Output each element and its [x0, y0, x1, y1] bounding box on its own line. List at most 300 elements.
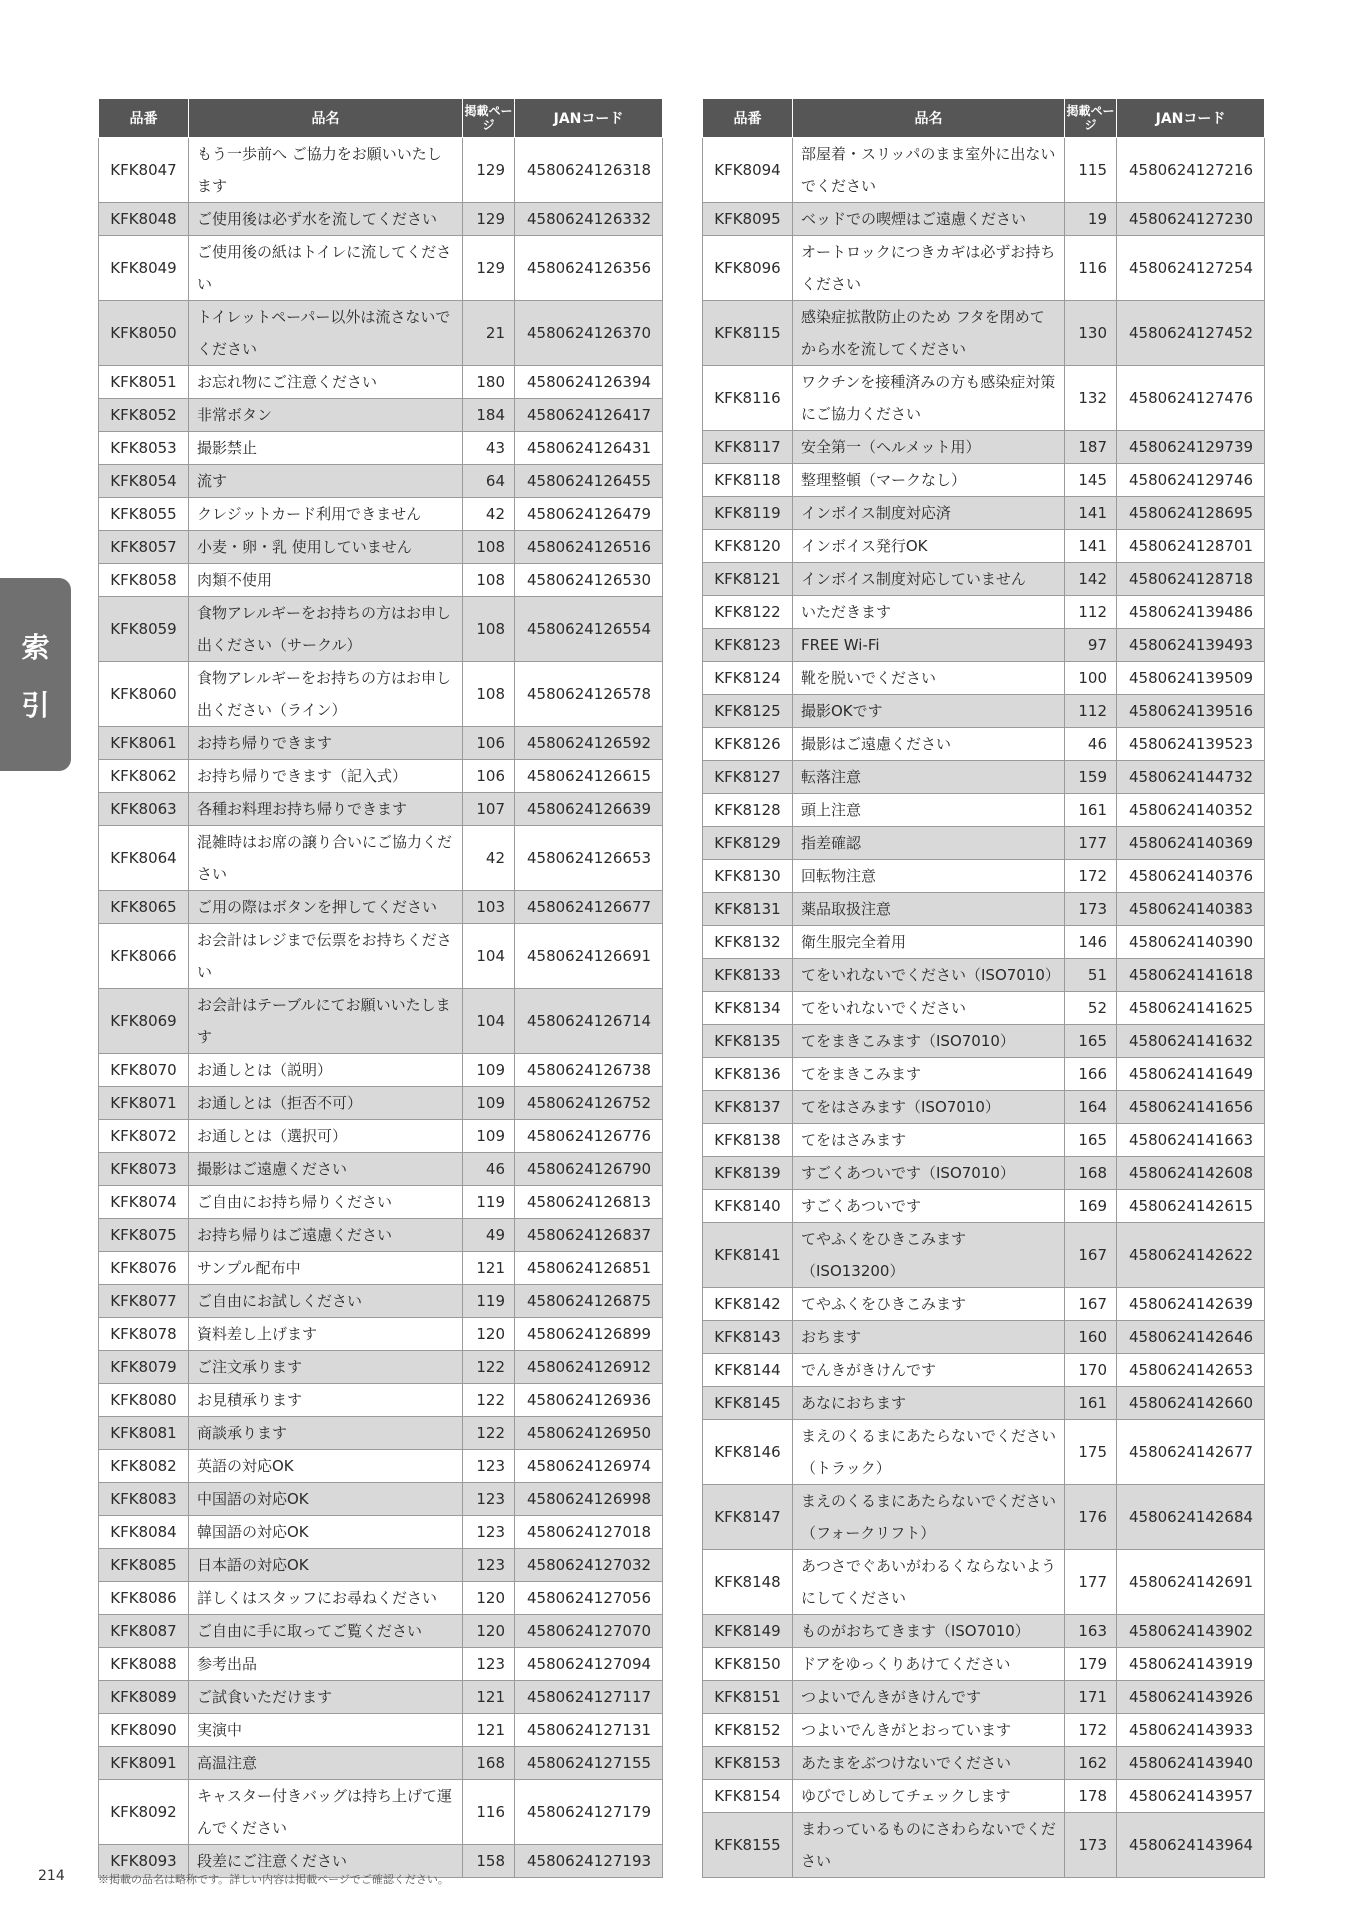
product-name-cell: お見積承ります [189, 1384, 463, 1417]
jan-code-cell: 4580624139523 [1117, 728, 1265, 761]
page-number-cell: 161 [1065, 1387, 1117, 1420]
product-code-cell: KFK8091 [99, 1747, 189, 1780]
product-name-cell: 実演中 [189, 1714, 463, 1747]
product-code-cell: KFK8090 [99, 1714, 189, 1747]
table-row [99, 1219, 663, 1252]
table-row [703, 761, 1265, 794]
table-row [99, 236, 663, 301]
page-number-cell: 145 [1065, 464, 1117, 497]
product-name-cell: サンプル配布中 [189, 1252, 463, 1285]
page-number-cell: 21 [463, 301, 515, 366]
page-number-cell: 97 [1065, 629, 1117, 662]
product-code-cell: KFK8125 [703, 695, 793, 728]
jan-code-cell: 4580624141625 [1117, 992, 1265, 1025]
jan-code-cell: 4580624126738 [515, 1054, 663, 1087]
jan-code-cell: 4580624126837 [515, 1219, 663, 1252]
jan-code-cell: 4580624139493 [1117, 629, 1265, 662]
page-number-cell: 168 [463, 1747, 515, 1780]
page-number-cell: 165 [1065, 1124, 1117, 1157]
page-number: 214 [38, 1868, 65, 1884]
jan-code-cell: 4580624142615 [1117, 1190, 1265, 1223]
product-code-cell: KFK8152 [703, 1714, 793, 1747]
page-number-cell: 142 [1065, 563, 1117, 596]
product-code-cell: KFK8086 [99, 1582, 189, 1615]
page-number-cell: 146 [1065, 926, 1117, 959]
product-code-cell: KFK8088 [99, 1648, 189, 1681]
product-name-cell: オートロックにつきカギは必ずお持ちください [793, 236, 1065, 301]
table-row [99, 1780, 663, 1845]
page-number-cell: 129 [463, 203, 515, 236]
table-row [99, 924, 663, 989]
product-name-cell: 食物アレルギーをお持ちの方はお申し出ください（サークル） [189, 597, 463, 662]
table-row [703, 1288, 1265, 1321]
table-row [99, 1153, 663, 1186]
jan-code-cell: 4580624126356 [515, 236, 663, 301]
product-name-cell: インボイス発行OK [793, 530, 1065, 563]
product-name-cell: てをはさみます（ISO7010） [793, 1091, 1065, 1124]
jan-code-cell: 4580624128718 [1117, 563, 1265, 596]
page-number-cell: 123 [463, 1450, 515, 1483]
table-row [703, 431, 1265, 464]
product-code-cell: KFK8124 [703, 662, 793, 695]
table-row [703, 1648, 1265, 1681]
jan-code-cell: 4580624127179 [515, 1780, 663, 1845]
product-code-cell: KFK8145 [703, 1387, 793, 1420]
page-number-cell: 123 [463, 1516, 515, 1549]
product-code-cell: KFK8087 [99, 1615, 189, 1648]
table-row [99, 1087, 663, 1120]
jan-code-cell: 4580624127216 [1117, 138, 1265, 203]
product-code-cell: KFK8070 [99, 1054, 189, 1087]
header-jan: JANコード [515, 99, 663, 138]
page-number-cell: 120 [463, 1318, 515, 1351]
table-row [703, 366, 1265, 431]
product-code-cell: KFK8095 [703, 203, 793, 236]
page-number-cell: 163 [1065, 1615, 1117, 1648]
jan-code-cell: 4580624126714 [515, 989, 663, 1054]
page-number-cell: 120 [463, 1582, 515, 1615]
jan-code-cell: 4580624127032 [515, 1549, 663, 1582]
jan-code-cell: 4580624126851 [515, 1252, 663, 1285]
jan-code-cell: 4580624127230 [1117, 203, 1265, 236]
page-number-cell: 170 [1065, 1354, 1117, 1387]
jan-code-cell: 4580624139486 [1117, 596, 1265, 629]
product-code-cell: KFK8131 [703, 893, 793, 926]
product-name-cell: トイレットペーパー以外は流さないでください [189, 301, 463, 366]
table-row [703, 629, 1265, 662]
table-row [703, 1157, 1265, 1190]
header-name: 品名 [189, 99, 463, 138]
product-code-cell: KFK8122 [703, 596, 793, 629]
table-row [703, 1615, 1265, 1648]
page-number-cell: 132 [1065, 366, 1117, 431]
product-code-cell: KFK8148 [703, 1550, 793, 1615]
page-number-cell: 172 [1065, 1714, 1117, 1747]
jan-code-cell: 4580624126516 [515, 531, 663, 564]
table-row [99, 1252, 663, 1285]
product-code-cell: KFK8076 [99, 1252, 189, 1285]
page-number-cell: 49 [463, 1219, 515, 1252]
product-name-cell: 撮影はご遠慮ください [793, 728, 1065, 761]
product-name-cell: 頭上注意 [793, 794, 1065, 827]
product-code-cell: KFK8143 [703, 1321, 793, 1354]
product-code-cell: KFK8049 [99, 236, 189, 301]
jan-code-cell: 4580624142677 [1117, 1420, 1265, 1485]
jan-code-cell: 4580624142639 [1117, 1288, 1265, 1321]
product-name-cell: 靴を脱いでください [793, 662, 1065, 695]
page-number-cell: 115 [1065, 138, 1117, 203]
product-index-table-left [98, 98, 663, 1878]
product-code-cell: KFK8115 [703, 301, 793, 366]
page-number-cell: 109 [463, 1087, 515, 1120]
jan-code-cell: 4580624126394 [515, 366, 663, 399]
product-code-cell: KFK8047 [99, 138, 189, 203]
product-code-cell: KFK8059 [99, 597, 189, 662]
table-row [99, 1318, 663, 1351]
jan-code-cell: 4580624139509 [1117, 662, 1265, 695]
product-code-cell: KFK8155 [703, 1813, 793, 1878]
page-number-cell: 129 [463, 138, 515, 203]
product-name-cell: 流す [189, 465, 463, 498]
page-number-cell: 172 [1065, 860, 1117, 893]
table-row [703, 794, 1265, 827]
product-index-table-right [702, 98, 1265, 1878]
product-code-cell: KFK8120 [703, 530, 793, 563]
table-row [703, 1714, 1265, 1747]
jan-code-cell: 4580624126813 [515, 1186, 663, 1219]
product-name-cell: 混雑時はお席の譲り合いにご協力ください [189, 826, 463, 891]
product-code-cell: KFK8123 [703, 629, 793, 662]
page-number-cell: 129 [463, 236, 515, 301]
jan-code-cell: 4580624126875 [515, 1285, 663, 1318]
page-number-cell: 187 [1065, 431, 1117, 464]
jan-code-cell: 4580624141632 [1117, 1025, 1265, 1058]
page-number-cell: 123 [463, 1549, 515, 1582]
product-code-cell: KFK8130 [703, 860, 793, 893]
product-code-cell: KFK8073 [99, 1153, 189, 1186]
product-name-cell: あつさでぐあいがわるくならないようにしてください [793, 1550, 1065, 1615]
page-number-cell: 116 [1065, 236, 1117, 301]
jan-code-cell: 4580624129746 [1117, 464, 1265, 497]
product-code-cell: KFK8149 [703, 1615, 793, 1648]
product-name-cell: お通しとは（選択可） [189, 1120, 463, 1153]
product-code-cell: KFK8084 [99, 1516, 189, 1549]
product-name-cell: てやふくをひきこみます [793, 1288, 1065, 1321]
table-row [703, 236, 1265, 301]
product-code-cell: KFK8080 [99, 1384, 189, 1417]
page-number-cell: 169 [1065, 1190, 1117, 1223]
product-code-cell: KFK8147 [703, 1485, 793, 1550]
page-number-cell: 122 [463, 1351, 515, 1384]
page-number-cell: 121 [463, 1714, 515, 1747]
product-code-cell: KFK8081 [99, 1417, 189, 1450]
jan-code-cell: 4580624126974 [515, 1450, 663, 1483]
product-name-cell: お通しとは（説明） [189, 1054, 463, 1087]
product-code-cell: KFK8117 [703, 431, 793, 464]
page-number-cell: 179 [1065, 1648, 1117, 1681]
product-code-cell: KFK8071 [99, 1087, 189, 1120]
jan-code-cell: 4580624142608 [1117, 1157, 1265, 1190]
table-row [99, 1615, 663, 1648]
product-name-cell: 撮影OKです [793, 695, 1065, 728]
table-row [99, 793, 663, 826]
table-row [703, 203, 1265, 236]
table-row [99, 1648, 663, 1681]
page-number-cell: 112 [1065, 695, 1117, 728]
jan-code-cell: 4580624144732 [1117, 761, 1265, 794]
table-row [99, 1351, 663, 1384]
page-number-cell: 106 [463, 760, 515, 793]
page-number-cell: 104 [463, 924, 515, 989]
page-number-cell: 173 [1065, 893, 1117, 926]
product-code-cell: KFK8055 [99, 498, 189, 531]
product-name-cell: キャスター付きバッグは持ち上げて運んでください [189, 1780, 463, 1845]
jan-code-cell: 4580624142691 [1117, 1550, 1265, 1615]
product-code-cell: KFK8096 [703, 236, 793, 301]
table-row [703, 827, 1265, 860]
table-row [99, 1483, 663, 1516]
table-row [99, 1582, 663, 1615]
product-code-cell: KFK8150 [703, 1648, 793, 1681]
product-code-cell: KFK8053 [99, 432, 189, 465]
jan-code-cell: 4580624126455 [515, 465, 663, 498]
table-row [703, 1025, 1265, 1058]
index-side-tab [0, 578, 71, 771]
product-name-cell: 英語の対応OK [189, 1450, 463, 1483]
table-row [703, 1420, 1265, 1485]
table-row [99, 989, 663, 1054]
table-row [99, 301, 663, 366]
page-number-cell: 109 [463, 1120, 515, 1153]
page-number-cell: 121 [463, 1252, 515, 1285]
product-code-cell: KFK8116 [703, 366, 793, 431]
table-row [99, 1450, 663, 1483]
page-number-cell: 104 [463, 989, 515, 1054]
table-row [703, 926, 1265, 959]
product-name-cell: 各種お料理お持ち帰りできます [189, 793, 463, 826]
page-number-cell: 130 [1065, 301, 1117, 366]
page-number-cell: 46 [463, 1153, 515, 1186]
table-row [703, 1387, 1265, 1420]
page-number-cell: 51 [1065, 959, 1117, 992]
jan-code-cell: 4580624126998 [515, 1483, 663, 1516]
index-tab-char-2: 引 [21, 688, 50, 722]
page-number-cell: 108 [463, 531, 515, 564]
product-name-cell: いただきます [793, 596, 1065, 629]
product-code-cell: KFK8141 [703, 1223, 793, 1288]
page-number-cell: 167 [1065, 1288, 1117, 1321]
table-row [703, 959, 1265, 992]
page-number-cell: 164 [1065, 1091, 1117, 1124]
product-name-cell: ものがおちてきます（ISO7010） [793, 1615, 1065, 1648]
product-code-cell: KFK8134 [703, 992, 793, 1025]
product-name-cell: 段差にご注意ください [189, 1845, 463, 1878]
table-header-row [703, 99, 1265, 138]
page-number-cell: 167 [1065, 1223, 1117, 1288]
index-tab-char-1: 索 [21, 630, 50, 664]
jan-code-cell: 4580624140376 [1117, 860, 1265, 893]
jan-code-cell: 4580624126936 [515, 1384, 663, 1417]
product-name-cell: まわっているものにさわらないでください [793, 1813, 1065, 1878]
product-name-cell: クレジットカード利用できません [189, 498, 463, 531]
product-name-cell: FREE Wi-Fi [793, 629, 1065, 662]
page-number-cell: 109 [463, 1054, 515, 1087]
product-name-cell: 撮影禁止 [189, 432, 463, 465]
page-number-cell: 52 [1065, 992, 1117, 1025]
jan-code-cell: 4580624140390 [1117, 926, 1265, 959]
jan-code-cell: 4580624127155 [515, 1747, 663, 1780]
page-number-cell: 46 [1065, 728, 1117, 761]
product-code-cell: KFK8136 [703, 1058, 793, 1091]
product-name-cell: 小麦・卵・乳 使用していません [189, 531, 463, 564]
product-code-cell: KFK8144 [703, 1354, 793, 1387]
product-name-cell: てをまきこみます（ISO7010） [793, 1025, 1065, 1058]
jan-code-cell: 4580624139516 [1117, 695, 1265, 728]
jan-code-cell: 4580624127094 [515, 1648, 663, 1681]
jan-code-cell: 4580624143957 [1117, 1780, 1265, 1813]
product-code-cell: KFK8072 [99, 1120, 189, 1153]
product-name-cell: おちます [793, 1321, 1065, 1354]
jan-code-cell: 4580624141663 [1117, 1124, 1265, 1157]
product-name-cell: 薬品取扱注意 [793, 893, 1065, 926]
table-row [703, 1321, 1265, 1354]
product-code-cell: KFK8074 [99, 1186, 189, 1219]
product-code-cell: KFK8078 [99, 1318, 189, 1351]
table-row [703, 1354, 1265, 1387]
table-row [99, 564, 663, 597]
table-row [99, 1120, 663, 1153]
product-code-cell: KFK8129 [703, 827, 793, 860]
jan-code-cell: 4580624141618 [1117, 959, 1265, 992]
page-number-cell: 42 [463, 826, 515, 891]
product-code-cell: KFK8051 [99, 366, 189, 399]
product-name-cell: ご試食いただけます [189, 1681, 463, 1714]
jan-code-cell: 4580624129739 [1117, 431, 1265, 464]
product-name-cell: てをいれないでください [793, 992, 1065, 1025]
table-row [99, 1186, 663, 1219]
product-code-cell: KFK8058 [99, 564, 189, 597]
product-name-cell: 転落注意 [793, 761, 1065, 794]
table-row [99, 662, 663, 727]
table-row [99, 138, 663, 203]
table-row [99, 465, 663, 498]
page-number-cell: 123 [463, 1483, 515, 1516]
product-name-cell: 部屋着・スリッパのまま室外に出ないでください [793, 138, 1065, 203]
product-code-cell: KFK8060 [99, 662, 189, 727]
product-name-cell: インボイス制度対応していません [793, 563, 1065, 596]
product-name-cell: ベッドでの喫煙はご遠慮ください [793, 203, 1065, 236]
product-name-cell: すごくあついです [793, 1190, 1065, 1223]
jan-code-cell: 4580624143919 [1117, 1648, 1265, 1681]
table-row [99, 1417, 663, 1450]
jan-code-cell: 4580624141656 [1117, 1091, 1265, 1124]
page-number-cell: 123 [463, 1648, 515, 1681]
product-code-cell: KFK8083 [99, 1483, 189, 1516]
product-name-cell: 中国語の対応OK [189, 1483, 463, 1516]
product-name-cell: お忘れ物にご注意ください [189, 366, 463, 399]
table-row [703, 464, 1265, 497]
product-name-cell: あたまをぶつけないでください [793, 1747, 1065, 1780]
page-number-cell: 141 [1065, 530, 1117, 563]
product-name-cell: お会計はテーブルにてお願いいたします [189, 989, 463, 1054]
header-code: 品番 [99, 99, 189, 138]
table-row [703, 1223, 1265, 1288]
jan-code-cell: 4580624126370 [515, 301, 663, 366]
jan-code-cell: 4580624143964 [1117, 1813, 1265, 1878]
jan-code-cell: 4580624126639 [515, 793, 663, 826]
product-name-cell: お通しとは（拒否不可） [189, 1087, 463, 1120]
jan-code-cell: 4580624127056 [515, 1582, 663, 1615]
page-number-cell: 120 [463, 1615, 515, 1648]
jan-code-cell: 4580624142646 [1117, 1321, 1265, 1354]
jan-code-cell: 4580624141649 [1117, 1058, 1265, 1091]
product-name-cell: ご使用後の紙はトイレに流してください [189, 236, 463, 301]
product-name-cell: 高温注意 [189, 1747, 463, 1780]
page-number-cell: 176 [1065, 1485, 1117, 1550]
page-number-cell: 108 [463, 662, 515, 727]
header-name: 品名 [793, 99, 1065, 138]
product-code-cell: KFK8118 [703, 464, 793, 497]
page-number-cell: 106 [463, 727, 515, 760]
table-row [99, 1516, 663, 1549]
product-name-cell: 資料差し上げます [189, 1318, 463, 1351]
product-name-cell: ご用の際はボタンを押してください [189, 891, 463, 924]
product-code-cell: KFK8054 [99, 465, 189, 498]
product-name-cell: 感染症拡散防止のため フタを閉めてから水を流してください [793, 301, 1065, 366]
table-row [703, 1124, 1265, 1157]
product-name-cell: お会計はレジまで伝票をお持ちください [189, 924, 463, 989]
table-row [99, 1714, 663, 1747]
footnote: ※掲載の品名は略称です。詳しい内容は掲載ページでご確認ください。 [98, 1873, 449, 1886]
product-code-cell: KFK8077 [99, 1285, 189, 1318]
page-number-cell: 119 [463, 1285, 515, 1318]
product-name-cell: 参考出品 [189, 1648, 463, 1681]
jan-code-cell: 4580624126752 [515, 1087, 663, 1120]
page-number-cell: 119 [463, 1186, 515, 1219]
table-row [703, 1681, 1265, 1714]
product-code-cell: KFK8137 [703, 1091, 793, 1124]
page-number-cell: 43 [463, 432, 515, 465]
page-number-cell: 108 [463, 597, 515, 662]
jan-code-cell: 4580624126691 [515, 924, 663, 989]
product-code-cell: KFK8093 [99, 1845, 189, 1878]
table-row [99, 399, 663, 432]
jan-code-cell: 4580624127476 [1117, 366, 1265, 431]
jan-code-cell: 4580624127018 [515, 1516, 663, 1549]
page-number-cell: 165 [1065, 1025, 1117, 1058]
product-name-cell: 商談承ります [189, 1417, 463, 1450]
page-number-cell: 141 [1065, 497, 1117, 530]
table-row [703, 563, 1265, 596]
product-name-cell: ゆびでしめしてチェックします [793, 1780, 1065, 1813]
jan-code-cell: 4580624126554 [515, 597, 663, 662]
product-name-cell: 整理整頓（マークなし） [793, 464, 1065, 497]
table-row [703, 992, 1265, 1025]
product-code-cell: KFK8061 [99, 727, 189, 760]
product-name-cell: お持ち帰りできます（記入式） [189, 760, 463, 793]
jan-code-cell: 4580624142622 [1117, 1223, 1265, 1288]
jan-code-cell: 4580624140352 [1117, 794, 1265, 827]
product-name-cell: すごくあついです（ISO7010） [793, 1157, 1065, 1190]
jan-code-cell: 4580624128695 [1117, 497, 1265, 530]
product-code-cell: KFK8082 [99, 1450, 189, 1483]
page-number-cell: 160 [1065, 1321, 1117, 1354]
product-code-cell: KFK8057 [99, 531, 189, 564]
product-code-cell: KFK8126 [703, 728, 793, 761]
jan-code-cell: 4580624143926 [1117, 1681, 1265, 1714]
jan-code-cell: 4580624126530 [515, 564, 663, 597]
product-code-cell: KFK8066 [99, 924, 189, 989]
